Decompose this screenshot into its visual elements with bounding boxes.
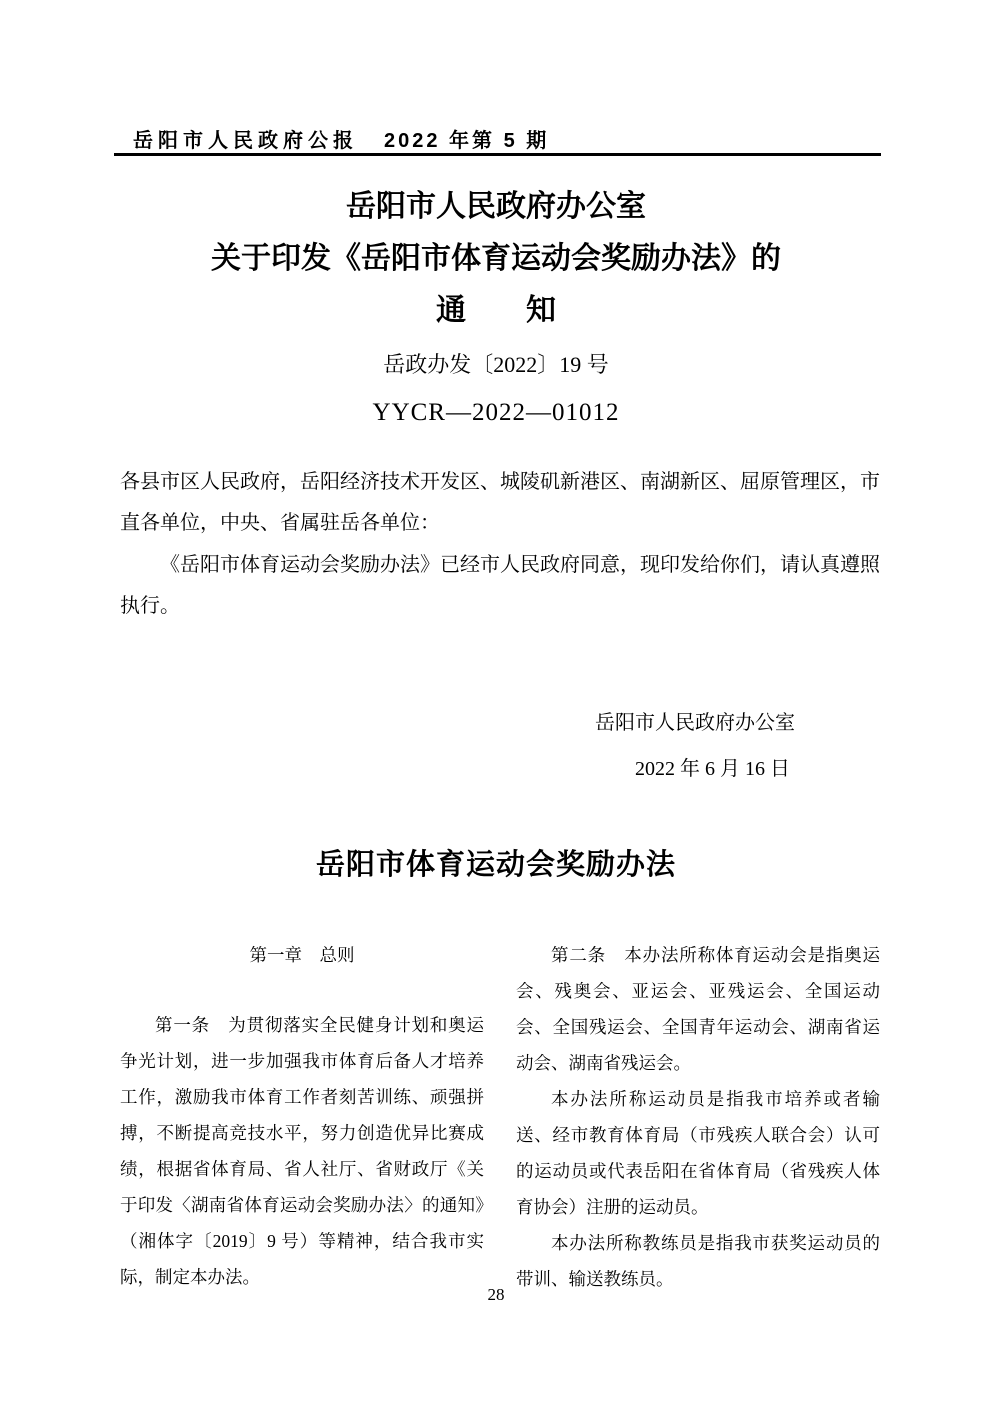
registration-number: YYCR—2022—01012 (372, 399, 620, 426)
notice-body-paragraph: 《岳阳市体育运动会奖励办法》已经市人民政府同意，现印发给你们，请认真遵照执行。 (120, 554, 880, 617)
header-rule (114, 153, 881, 156)
chapter1-heading: 第一章 总则 (249, 945, 355, 965)
page-number: 28 (487, 1285, 505, 1304)
signature-issuer: 岳阳市人民政府办公室 (595, 712, 795, 734)
gazette-issue: 2022 年第 5 期 (384, 130, 550, 152)
regulation-columns (120, 937, 880, 1297)
document-number: 岳政办发〔2022〕19 号 (383, 352, 609, 377)
left-column (120, 937, 484, 1297)
notice-title-line3: 通 知 (436, 294, 556, 327)
notice-title-line1: 岳阳市人民政府办公室 (346, 190, 646, 223)
gazette-masthead (133, 124, 549, 153)
notice-title-line2: 关于印发《岳阳市体育运动会奖励办法》的 (211, 242, 781, 275)
signature-date: 2022 年 6 月 16 日 (635, 758, 790, 780)
article-1: 第一条 为贯彻落实全民健身计划和奥运争光计划，进一步加强我市体育后备人才培养工作，激励我市体育工作者刻苦训练、顽强拼搏，不断提高竞技水平，努力创造优异比赛成绩，根据省体育局、省人社厅、省财政厅《关于印发〈湖南省体育运动会奖励办法〉的通知》（湘体字〔2019〕9 号）等精神，结合我市实际，制定本办法。 (120, 1015, 484, 1287)
article-2-paragraph-2: 本办法所称运动员是指我市培养或者输送、经市教育体育局（市残疾人联合会）认可的运动员或代表岳阳在省体育局（省残疾人体育协会）注册的运动员。 (516, 1089, 880, 1217)
article-2-paragraph-3: 本办法所称教练员是指我市获奖运动员的带训、输送教练员。 (516, 1233, 880, 1289)
signature-block (595, 710, 795, 782)
notice-salutation: 各县市区人民政府，岳阳经济技术开发区、城陵矶新港区、南湖新区、屈原管理区，市直各单位，中央、省属驻岳各单位： (120, 471, 880, 534)
gazette-title: 岳阳市人民政府公报 (133, 130, 358, 152)
notice-title (0, 181, 992, 337)
article-2-paragraph-1: 第二条 本办法所称体育运动会是指奥运会、残奥会、亚运会、亚残运会、全国运动会、全国残运会、全国青年运动会、湖南省运动会、湖南省残运会。 (516, 945, 880, 1073)
regulation-title: 岳阳市体育运动会奖励办法 (315, 849, 676, 881)
right-column (516, 937, 880, 1297)
